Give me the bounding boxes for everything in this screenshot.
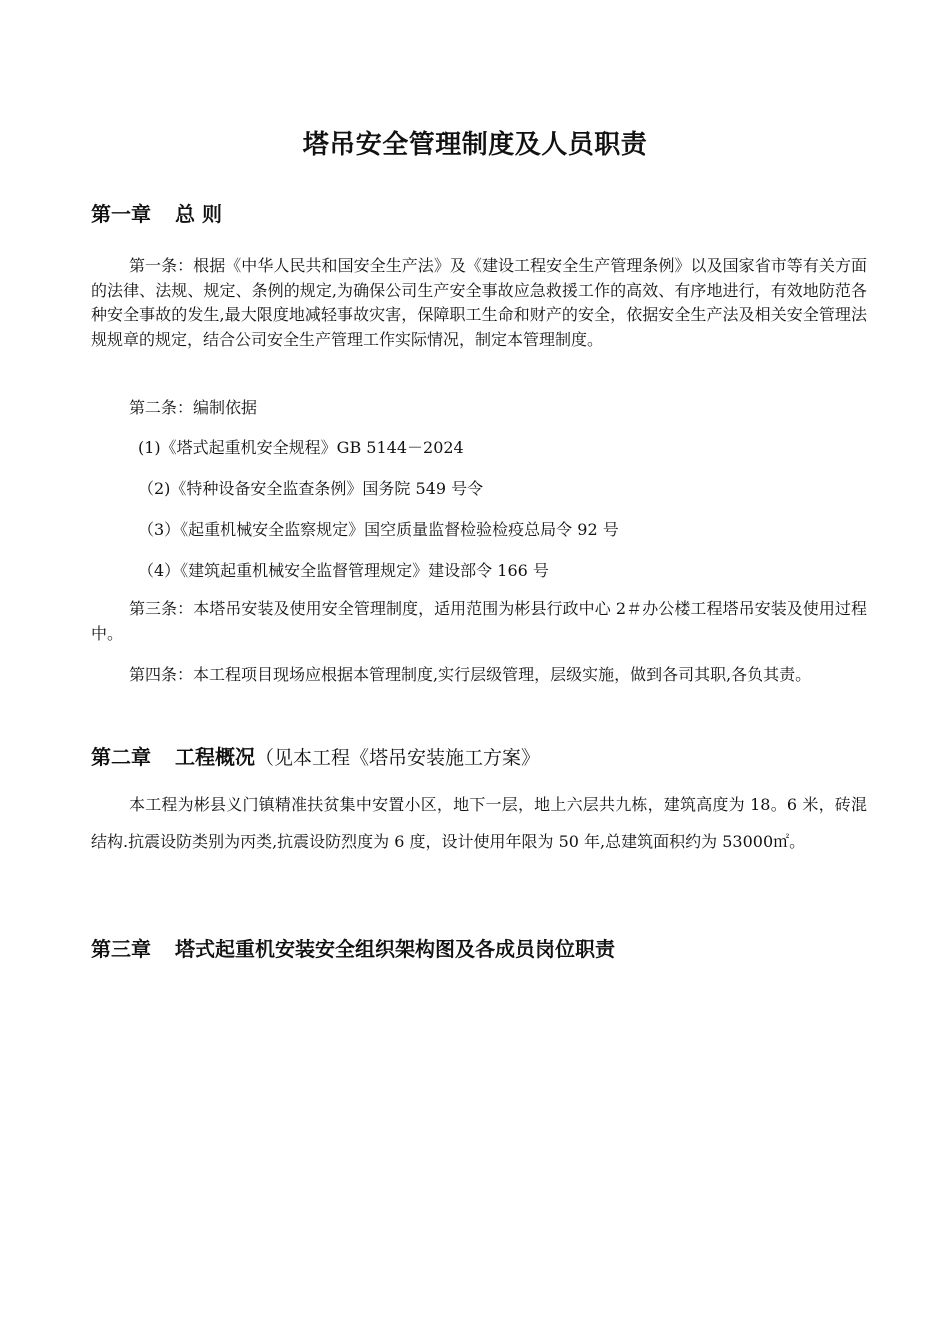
chapter-3-name: 塔式起重机安装安全组织架构图及各成员岗位职责 bbox=[175, 937, 615, 961]
chapter-1-name: 总 则 bbox=[175, 202, 222, 226]
chapter-3-label: 第三章 bbox=[91, 937, 151, 961]
basis-item-3: （3）《起重机械安全监察规定》国空质量监督检验检疫总局令 92 号 bbox=[138, 520, 619, 539]
article-4: 第四条：本工程项目现场应根据本管理制度,实行层级管理，层级实施，做到各司其职,各负其责。 bbox=[129, 665, 812, 684]
article-2: 第二条：编制依据 bbox=[129, 398, 258, 417]
chapter-1-heading bbox=[91, 198, 222, 227]
chapter-3-heading bbox=[91, 933, 615, 962]
chapter-2-name: 工程概况 bbox=[175, 745, 255, 769]
chapter-1-label: 第一章 bbox=[91, 202, 151, 226]
chapter-2-note: （见本工程《塔吊安装施工方案》 bbox=[255, 747, 541, 769]
article-3: 第三条：本塔吊安装及使用安全管理制度，适用范围为彬县行政中心 2＃办公楼工程塔吊安装及使用过程中。 bbox=[91, 599, 867, 643]
chapter-2-label: 第二章 bbox=[91, 745, 151, 769]
chapter-2-body: 本工程为彬县义门镇精准扶贫集中安置小区，地下一层，地上六层共九栋，建筑高度为 18。6 米，砖混结构.抗震设防类别为丙类,抗震设防烈度为 6 度，设计使用年限为 50 年,总建筑面积约为 53000㎡。 bbox=[91, 795, 867, 851]
document-title: 塔吊安全管理制度及人员职责 bbox=[302, 130, 648, 160]
basis-item-4: （4）《建筑起重机械安全监督管理规定》建设部令 166 号 bbox=[138, 561, 549, 580]
basis-item-1: (1)《塔式起重机安全规程》GB 5144－2024 bbox=[138, 438, 464, 457]
basis-item-2: （2)《特种设备安全监查条例》国务院 549 号令 bbox=[138, 479, 484, 498]
article-1: 第一条：根据《中华人民共和国安全生产法》及《建设工程安全生产管理条例》以及国家省市等有关方面的法律、法规、规定、条例的规定,为确保公司生产安全事故应急救援工作的高效、有序地进行，有效地防范各种安全事故的发生,最大限度地减轻事故灾害，保障职工生命和财产的安全，依据安全生产法及相关安全管理法规规章的规定，结合公司安全生产管理工作实际情况，制定本管理制度。 bbox=[91, 256, 867, 349]
chapter-2-heading bbox=[91, 741, 540, 770]
